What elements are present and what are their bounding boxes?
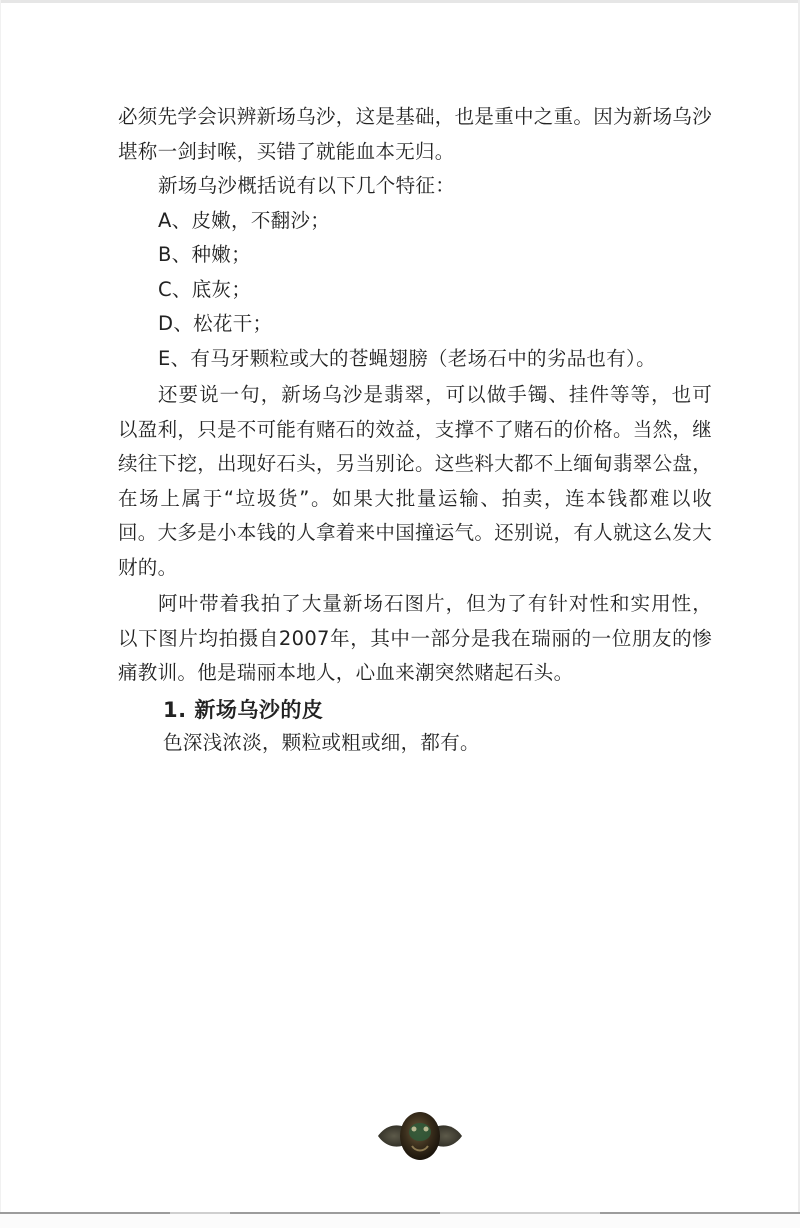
section-heading: 1. 新场乌沙的皮 — [163, 697, 324, 722]
page-ornament-icon — [376, 1108, 464, 1164]
page-content — [118, 100, 712, 759]
feature-item-c: C、底灰； — [158, 277, 252, 301]
feature-item-a: A、皮嫩，不翻沙； — [158, 208, 331, 232]
features-lead-paragraph: 新场乌沙概括说有以下几个特征： — [158, 174, 456, 197]
feature-list — [118, 204, 712, 377]
scan-bottom-margin — [0, 1214, 800, 1228]
feature-item-d: D、松花干； — [158, 312, 273, 335]
photos-paragraph: 阿叶带着我拍了大量新场石图片，但为了有针对性和实用性，以下图片均拍摄自2007年，其中一部分是我在瑞丽的一位朋友的惨痛教训。他是瑞丽本地人，心血来潮突然赌起石头。 — [118, 592, 712, 684]
feature-item-b: B、种嫩； — [158, 243, 251, 266]
section-body: 色深浅浓淡，颗粒或粗或细，都有。 — [163, 730, 480, 754]
intro-paragraph: 必须先学会识辨新场乌沙，这是基础，也是重中之重。因为新场乌沙堪称一剑封喉，买错了就能血本无归。 — [118, 105, 713, 163]
scan-left-edge — [0, 0, 1, 1228]
value-paragraph: 还要说一句，新场乌沙是翡翠，可以做手镯、挂件等等，也可以盈利，只是不可能有赌石的效益，支撑不了赌石的价格。当然，继续往下挖，出现好石头，另当别论。这些料大都不上缅甸翡翠公盘，在场上属于“垃圾货”。如果大批量运输、拍卖，连本钱都难以收回。大多是小本钱的人拿着来中国撞运气。还别说，有人就这么发大财的。 — [118, 383, 713, 579]
feature-item-e: E、有马牙颗粒或大的苍蝇翅膀（老场石中的劣品也有）。 — [158, 346, 656, 370]
scan-top-edge — [0, 0, 800, 3]
